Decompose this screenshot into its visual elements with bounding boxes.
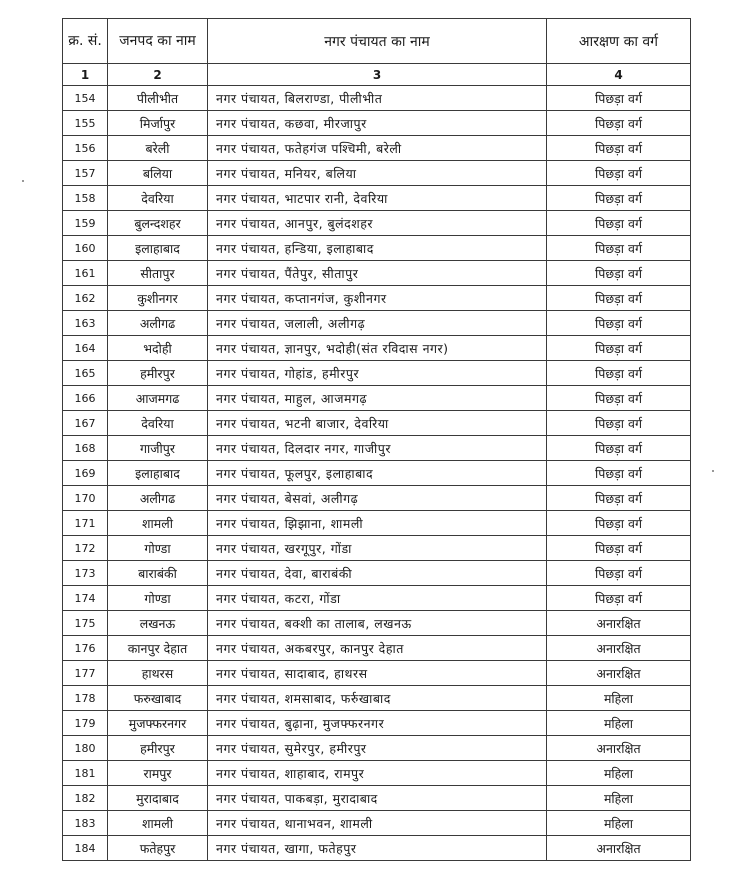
district-cell: हाथरस <box>108 661 208 686</box>
nagar-panchayat-cell: नगर पंचायत, सुमेरपुर, हमीरपुर <box>208 736 547 761</box>
reservation-category-cell: पिछड़ा वर्ग <box>547 511 691 536</box>
district-cell: गोण्डा <box>108 536 208 561</box>
nagar-panchayat-cell: नगर पंचायत, गोहांड, हमीरपुर <box>208 361 547 386</box>
district-cell: देवरिया <box>108 411 208 436</box>
serial-number-cell: 172 <box>63 536 108 561</box>
nagar-panchayat-cell: नगर पंचायत, भटनी बाजार, देवरिया <box>208 411 547 436</box>
serial-number-cell: 171 <box>63 511 108 536</box>
serial-number-cell: 169 <box>63 461 108 486</box>
district-cell: गोण्डा <box>108 586 208 611</box>
reservation-table <box>62 18 691 861</box>
table-row <box>63 186 691 211</box>
serial-number-cell: 175 <box>63 611 108 636</box>
serial-number-cell: 155 <box>63 111 108 136</box>
table-row <box>63 511 691 536</box>
district-cell: मुरादाबाद <box>108 786 208 811</box>
district-cell: मिर्जापुर <box>108 111 208 136</box>
nagar-panchayat-cell: नगर पंचायत, शाहाबाद, रामपुर <box>208 761 547 786</box>
table-row <box>63 211 691 236</box>
table-row <box>63 811 691 836</box>
table-row <box>63 261 691 286</box>
nagar-panchayat-cell: नगर पंचायत, बुढ़ाना, मुजफ्फरनगर <box>208 711 547 736</box>
table-row <box>63 836 691 861</box>
reservation-category-cell: अनारक्षित <box>547 736 691 761</box>
reservation-category-cell: पिछड़ा वर्ग <box>547 536 691 561</box>
district-cell: गाजीपुर <box>108 436 208 461</box>
serial-number-cell: 173 <box>63 561 108 586</box>
reservation-category-cell: महिला <box>547 811 691 836</box>
serial-number-cell: 180 <box>63 736 108 761</box>
reservation-category-cell: पिछड़ा वर्ग <box>547 461 691 486</box>
serial-number-cell: 156 <box>63 136 108 161</box>
serial-number-cell: 181 <box>63 761 108 786</box>
nagar-panchayat-cell: नगर पंचायत, कछवा, मीरजापुर <box>208 111 547 136</box>
nagar-panchayat-cell: नगर पंचायत, फूलपुर, इलाहाबाद <box>208 461 547 486</box>
table-row <box>63 336 691 361</box>
scan-speck <box>22 180 24 182</box>
reservation-category-cell: अनारक्षित <box>547 836 691 861</box>
serial-number-cell: 168 <box>63 436 108 461</box>
district-cell: हमीरपुर <box>108 361 208 386</box>
reservation-category-cell: अनारक्षित <box>547 661 691 686</box>
serial-number-cell: 170 <box>63 486 108 511</box>
reservation-table-sheet <box>62 18 690 861</box>
nagar-panchayat-cell: नगर पंचायत, बक्शी का तालाब, लखनऊ <box>208 611 547 636</box>
district-cell: बुलन्दशहर <box>108 211 208 236</box>
district-cell: शामली <box>108 511 208 536</box>
nagar-panchayat-cell: नगर पंचायत, सादाबाद, हाथरस <box>208 661 547 686</box>
nagar-panchayat-cell: नगर पंचायत, बेसवां, अलीगढ़ <box>208 486 547 511</box>
table-row <box>63 736 691 761</box>
serial-number-cell: 157 <box>63 161 108 186</box>
reservation-category-cell: पिछड़ा वर्ग <box>547 336 691 361</box>
header-serial-number: क्र. सं. <box>63 19 108 64</box>
header-nagar-panchayat-name: नगर पंचायत का नाम <box>208 19 547 64</box>
reservation-category-cell: पिछड़ा वर्ग <box>547 136 691 161</box>
table-row <box>63 486 691 511</box>
nagar-panchayat-cell: नगर पंचायत, थानाभवन, शामली <box>208 811 547 836</box>
reservation-category-cell: पिछड़ा वर्ग <box>547 411 691 436</box>
reservation-category-cell: अनारक्षित <box>547 611 691 636</box>
table-row <box>63 711 691 736</box>
district-cell: लखनऊ <box>108 611 208 636</box>
table-row <box>63 786 691 811</box>
header-district-name: जनपद का नाम <box>108 19 208 64</box>
nagar-panchayat-cell: नगर पंचायत, हन्डिया, इलाहाबाद <box>208 236 547 261</box>
table-row <box>63 561 691 586</box>
table-row <box>63 686 691 711</box>
serial-number-cell: 160 <box>63 236 108 261</box>
district-cell: बाराबंकी <box>108 561 208 586</box>
serial-number-cell: 177 <box>63 661 108 686</box>
reservation-category-cell: पिछड़ा वर्ग <box>547 561 691 586</box>
table-row <box>63 361 691 386</box>
serial-number-cell: 154 <box>63 86 108 111</box>
nagar-panchayat-cell: नगर पंचायत, ज्ञानपुर, भदोही(संत रविदास नगर) <box>208 336 547 361</box>
nagar-panchayat-cell: नगर पंचायत, भाटपार रानी, देवरिया <box>208 186 547 211</box>
table-row <box>63 86 691 111</box>
table-row <box>63 536 691 561</box>
district-cell: कानपुर देहात <box>108 636 208 661</box>
serial-number-cell: 167 <box>63 411 108 436</box>
table-body <box>63 86 691 861</box>
nagar-panchayat-cell: नगर पंचायत, बिलराण्डा, पीलीभीत <box>208 86 547 111</box>
district-cell: फतेहपुर <box>108 836 208 861</box>
nagar-panchayat-cell: नगर पंचायत, खरगूपुर, गोंडा <box>208 536 547 561</box>
serial-number-cell: 158 <box>63 186 108 211</box>
table-row <box>63 411 691 436</box>
district-cell: कुशीनगर <box>108 286 208 311</box>
serial-number-cell: 165 <box>63 361 108 386</box>
nagar-panchayat-cell: नगर पंचायत, अकबरपुर, कानपुर देहात <box>208 636 547 661</box>
reservation-category-cell: पिछड़ा वर्ग <box>547 311 691 336</box>
nagar-panchayat-cell: नगर पंचायत, कटरा, गोंडा <box>208 586 547 611</box>
serial-number-cell: 159 <box>63 211 108 236</box>
district-cell: इलाहाबाद <box>108 461 208 486</box>
serial-number-cell: 178 <box>63 686 108 711</box>
serial-number-cell: 164 <box>63 336 108 361</box>
serial-number-cell: 166 <box>63 386 108 411</box>
district-cell: रामपुर <box>108 761 208 786</box>
header-column-number: 4 <box>547 64 691 86</box>
district-cell: आजमगढ <box>108 386 208 411</box>
nagar-panchayat-cell: नगर पंचायत, जलाली, अलीगढ़ <box>208 311 547 336</box>
table-row <box>63 111 691 136</box>
nagar-panchayat-cell: नगर पंचायत, शमसाबाद, फर्रुखाबाद <box>208 686 547 711</box>
table-row <box>63 586 691 611</box>
district-cell: बरेली <box>108 136 208 161</box>
reservation-category-cell: पिछड़ा वर्ग <box>547 486 691 511</box>
reservation-category-cell: महिला <box>547 711 691 736</box>
district-cell: देवरिया <box>108 186 208 211</box>
serial-number-cell: 162 <box>63 286 108 311</box>
nagar-panchayat-cell: नगर पंचायत, दिलदार नगर, गाजीपुर <box>208 436 547 461</box>
nagar-panchayat-cell: नगर पंचायत, माहुल, आजमगढ़ <box>208 386 547 411</box>
district-cell: अलीगढ <box>108 486 208 511</box>
header-column-number: 3 <box>208 64 547 86</box>
district-cell: फरुखाबाद <box>108 686 208 711</box>
reservation-category-cell: पिछड़ा वर्ग <box>547 186 691 211</box>
serial-number-cell: 183 <box>63 811 108 836</box>
district-cell: भदोही <box>108 336 208 361</box>
reservation-category-cell: पिछड़ा वर्ग <box>547 211 691 236</box>
reservation-category-cell: महिला <box>547 761 691 786</box>
serial-number-cell: 184 <box>63 836 108 861</box>
district-cell: अलीगढ <box>108 311 208 336</box>
reservation-category-cell: पिछड़ा वर्ग <box>547 261 691 286</box>
nagar-panchayat-cell: नगर पंचायत, पाकबड़ा, मुरादाबाद <box>208 786 547 811</box>
reservation-category-cell: पिछड़ा वर्ग <box>547 286 691 311</box>
header-reservation-category: आरक्षण का वर्ग <box>547 19 691 64</box>
table-row <box>63 311 691 336</box>
scan-speck <box>712 470 714 472</box>
district-cell: शामली <box>108 811 208 836</box>
nagar-panchayat-cell: नगर पंचायत, झिझाना, शामली <box>208 511 547 536</box>
district-cell: सीतापुर <box>108 261 208 286</box>
reservation-category-cell: पिछड़ा वर्ग <box>547 436 691 461</box>
table-row <box>63 611 691 636</box>
nagar-panchayat-cell: नगर पंचायत, मनियर, बलिया <box>208 161 547 186</box>
reservation-category-cell: पिछड़ा वर्ग <box>547 586 691 611</box>
reservation-category-cell: महिला <box>547 686 691 711</box>
table-row <box>63 661 691 686</box>
header-column-number: 2 <box>108 64 208 86</box>
district-cell: मुजफ्फरनगर <box>108 711 208 736</box>
district-cell: हमीरपुर <box>108 736 208 761</box>
serial-number-cell: 174 <box>63 586 108 611</box>
reservation-category-cell: पिछड़ा वर्ग <box>547 86 691 111</box>
nagar-panchayat-cell: नगर पंचायत, पैंतेपुर, सीतापुर <box>208 261 547 286</box>
reservation-category-cell: पिछड़ा वर्ग <box>547 361 691 386</box>
table-row <box>63 286 691 311</box>
reservation-category-cell: महिला <box>547 786 691 811</box>
serial-number-cell: 163 <box>63 311 108 336</box>
table-row <box>63 761 691 786</box>
reservation-category-cell: पिछड़ा वर्ग <box>547 386 691 411</box>
serial-number-cell: 179 <box>63 711 108 736</box>
nagar-panchayat-cell: नगर पंचायत, देवा, बाराबंकी <box>208 561 547 586</box>
table-row <box>63 236 691 261</box>
nagar-panchayat-cell: नगर पंचायत, कप्तानगंज, कुशीनगर <box>208 286 547 311</box>
table-row <box>63 461 691 486</box>
header-column-number: 1 <box>63 64 108 86</box>
table-row <box>63 136 691 161</box>
reservation-category-cell: पिछड़ा वर्ग <box>547 111 691 136</box>
serial-number-cell: 161 <box>63 261 108 286</box>
district-cell: इलाहाबाद <box>108 236 208 261</box>
serial-number-cell: 176 <box>63 636 108 661</box>
serial-number-cell: 182 <box>63 786 108 811</box>
table-row <box>63 386 691 411</box>
table-row <box>63 436 691 461</box>
nagar-panchayat-cell: नगर पंचायत, आनपुर, बुलंदशहर <box>208 211 547 236</box>
district-cell: पीलीभीत <box>108 86 208 111</box>
table-row <box>63 636 691 661</box>
table-row <box>63 161 691 186</box>
reservation-category-cell: पिछड़ा वर्ग <box>547 236 691 261</box>
nagar-panchayat-cell: नगर पंचायत, फतेहगंज पश्चिमी, बरेली <box>208 136 547 161</box>
reservation-category-cell: अनारक्षित <box>547 636 691 661</box>
district-cell: बलिया <box>108 161 208 186</box>
reservation-category-cell: पिछड़ा वर्ग <box>547 161 691 186</box>
nagar-panchayat-cell: नगर पंचायत, खागा, फतेहपुर <box>208 836 547 861</box>
